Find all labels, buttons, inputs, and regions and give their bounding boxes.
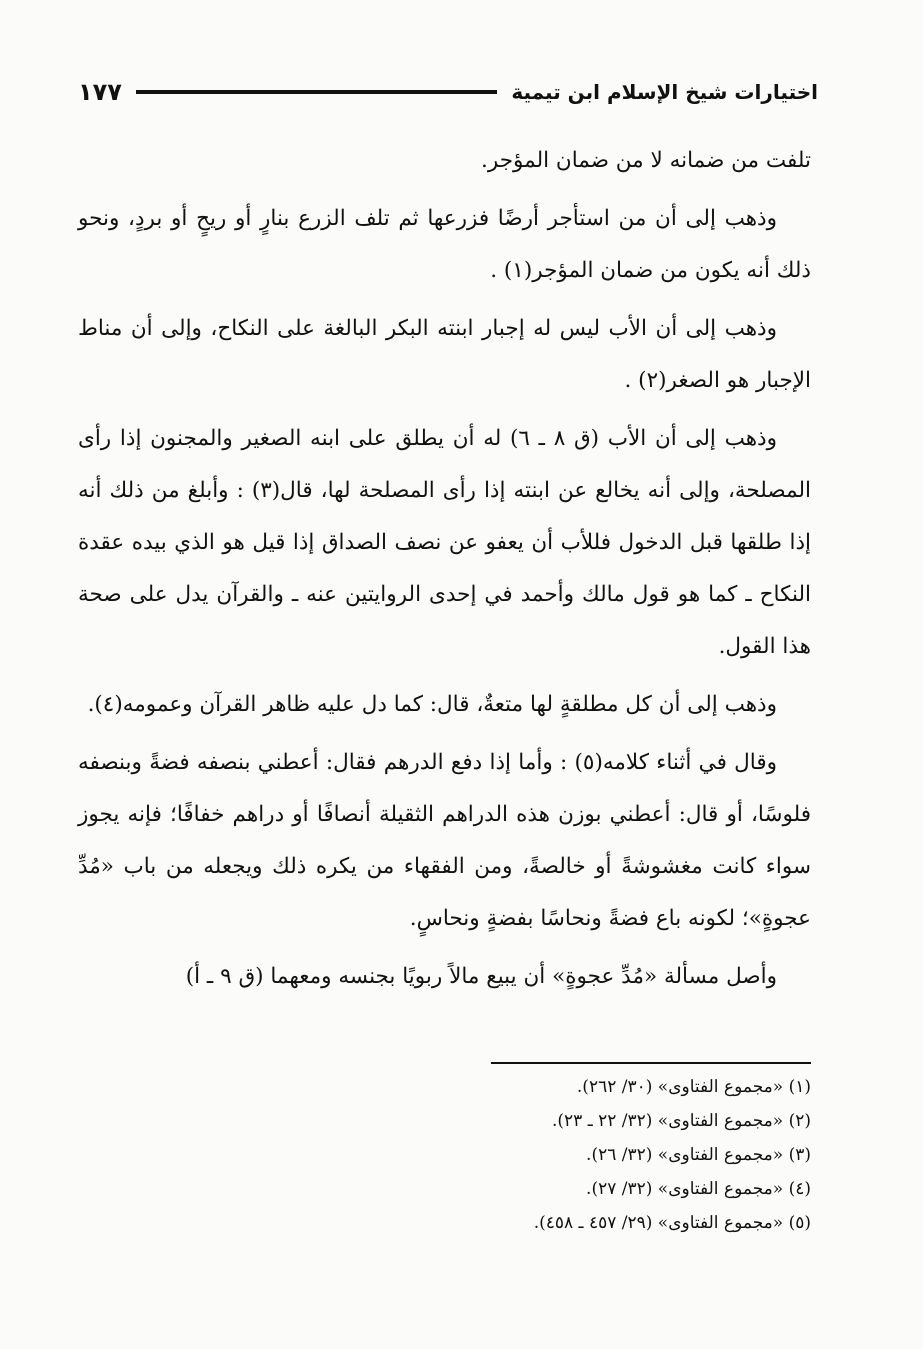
footnotes [311, 1070, 811, 1240]
paragraph-2: وذهب إلى أن من استأجر أرضًا فزرعها ثم تلف الزرع بنارٍ أو ريحٍ أو بردٍ، ونحو ذلك أنه يكون من ضمان المؤجر(١) . [78, 206, 811, 283]
paragraph-6: وقال في أثناء كلامه(٥) : وأما إذا دفع الدرهم فقال: أعطني بنصفه فضةً وبنصفه فلوسًا، أو قال: أعطني بوزن هذه الدراهم الثقيلة أنصافًا أو دراهم خفافًا؛ فإنه يجوز سواء كانت مغشوشةً أو خالصةً، ومن الفقهاء من يكره ذلك ويجعله من باب «مُدِّ عجوةٍ»؛ لكونه باع فضةً ونحاسًا بفضةٍ ونحاسٍ. [78, 750, 811, 931]
header-rule [136, 90, 497, 94]
paragraph-1: تلفت من ضمانه لا من ضمان المؤجر. [481, 148, 811, 173]
footnote-2: (٢) «مجموع الفتاوى» (٣٢/ ٢٢ ـ ٢٣). [551, 1111, 811, 1131]
footnote-rule [491, 1062, 811, 1064]
footnote-3: (٣) «مجموع الفتاوى» (٣٢/ ٢٦). [586, 1145, 811, 1165]
footnote-1: (١) «مجموع الفتاوى» (٣٠/ ٢٦٢). [576, 1077, 811, 1097]
page-header [78, 70, 818, 114]
paragraph-5: وذهب إلى أن كل مطلقةٍ لها متعةٌ، قال: كما دل عليه ظاهر القرآن وعمومه(٤). [87, 692, 777, 717]
main-text [78, 135, 811, 1009]
footnote-5: (٥) «مجموع الفتاوى» (٢٩/ ٤٥٧ ـ ٤٥٨). [533, 1213, 811, 1233]
running-title: اختيارات شيخ الإسلام ابن تيمية [511, 80, 818, 104]
footnote-4: (٤) «مجموع الفتاوى» (٣٢/ ٢٧). [586, 1179, 811, 1199]
page-number: ١٧٧ [78, 78, 122, 106]
paragraph-7: وأصل مسألة «مُدِّ عجوةٍ» أن يبيع مالاً ربويًا بجنسه ومعهما (ق ٩ ـ أ) [185, 964, 777, 989]
paragraph-3: وذهب إلى أن الأب ليس له إجبار ابنته البكر البالغة على النكاح، وإلى أن مناط الإجبار هو الصغر(٢) . [78, 316, 811, 393]
paragraph-4: وذهب إلى أن الأب (ق ٨ ـ ٦) له أن يطلق على ابنه الصغير والمجنون إذا رأى المصلحة، وإلى أنه يخالع عن ابنته إذا رأى المصلحة لها، قال(٣) : وأبلغ من ذلك أنه إذا طلقها قبل الدخول فللأب أن يعفو عن نصف الصداق إذا قيل هو الذي بيده عقدة النكاح ـ كما هو قول مالك وأحمد في إحدى الروايتين عنه ـ والقرآن يدل على صحة هذا القول. [78, 426, 811, 659]
